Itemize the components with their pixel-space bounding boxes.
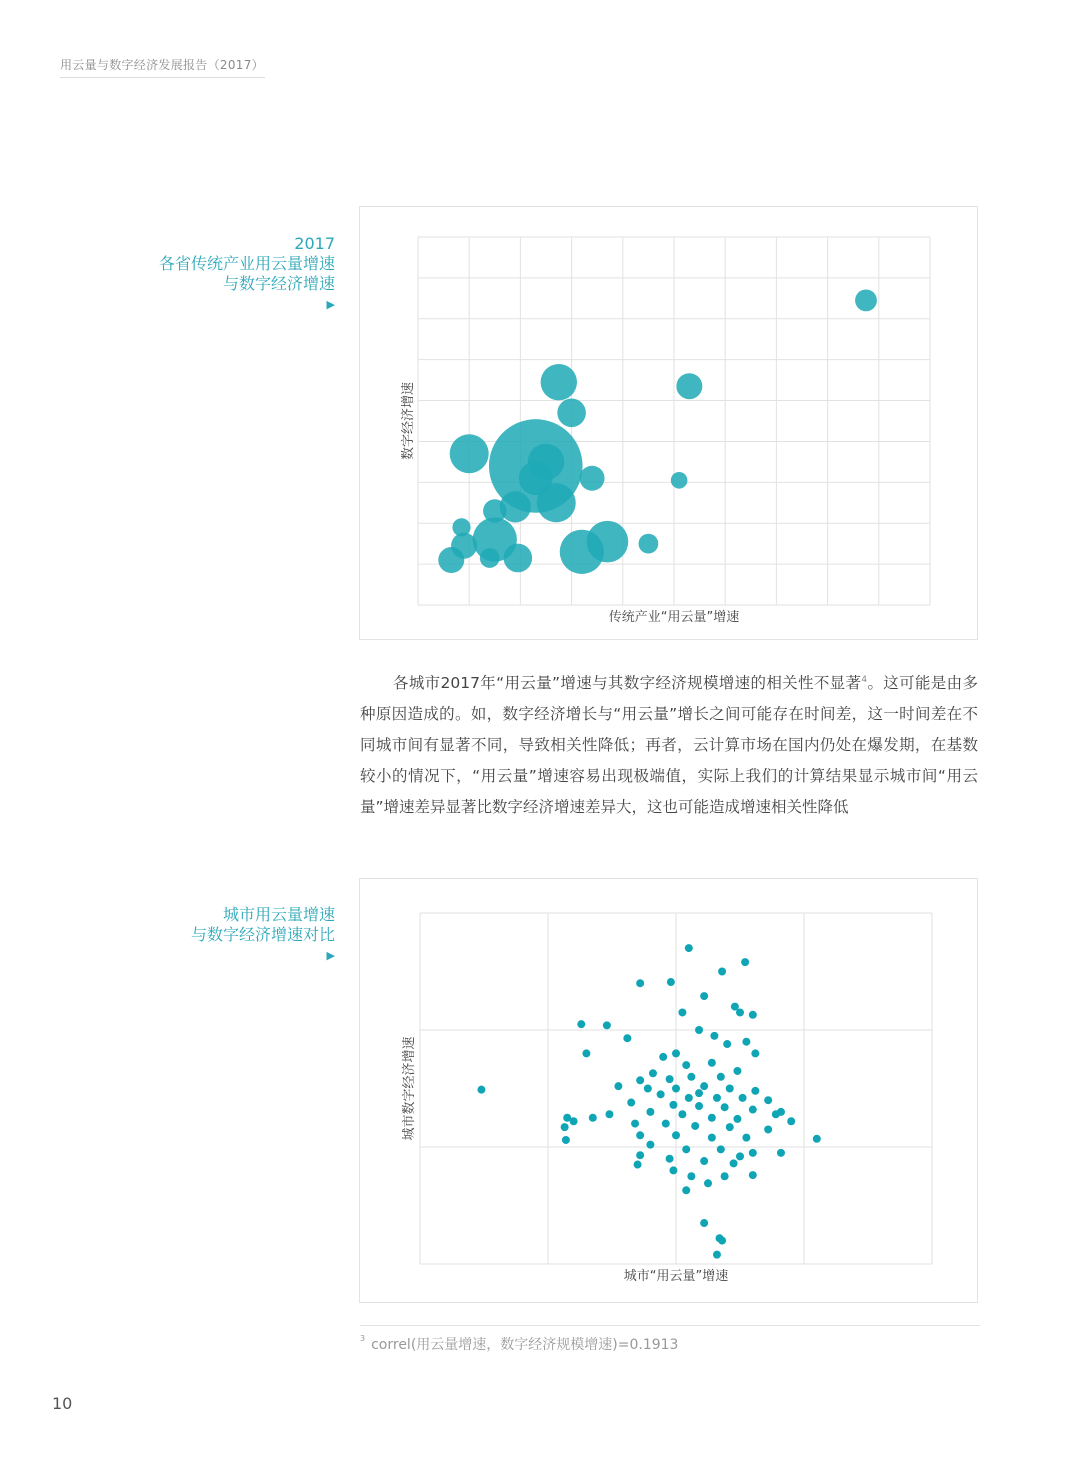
scatter-point [721,1172,729,1180]
scatter-point [691,1122,699,1130]
paragraph-part2: 。这可能是由多种原因造成的。如，数字经济增长与“用云量”增长之间可能存在时间差，这一时间差在不同城市间有显著不同，导致相关性降低；再者，云计算市场在国内仍处在爆发期，在基数较小的情况下，“用云量”增速容易出现极端值，实际上我们的计算结果显示城市间“用云量”增速差异显著比数字经济增速差异大，这也可能造成增速相关性降低 [360,674,978,817]
scatter-point [741,958,749,966]
scatter-point [687,1073,695,1081]
scatter-point [772,1110,780,1118]
footnote-ref[interactable]: 4 [861,675,868,685]
paragraph-part1: 各城市2017年“用云量”增速与其数字经济规模增速的相关性不显著 [393,674,862,693]
footnote [360,1334,678,1354]
scatter-point [721,1103,729,1111]
bubble-chart-panel [359,206,978,640]
y-axis-label: 城市数字经济增速 [402,1036,417,1141]
scatter-point [733,1067,741,1075]
scatter-point [636,1076,644,1084]
x-axis-label: 城市“用云量”增速 [623,1269,729,1284]
scatter-point [636,1131,644,1139]
scatter-point [751,1087,759,1095]
scatter-point [561,1123,569,1131]
scatter-point [730,1159,738,1167]
scatter-point [577,1020,585,1028]
scatter-chart [360,879,977,1302]
scatter-point [736,1152,744,1160]
scatter-point [742,1134,750,1142]
scatter-point [669,1101,677,1109]
chart2-side-caption [75,905,335,967]
chart2-caption-line1: 城市用云量增速 [222,905,335,924]
scatter-point [582,1049,590,1057]
scatter-point [657,1090,665,1098]
bubble-chart [360,207,977,639]
scatter-point [669,1166,677,1174]
scatter-point [646,1141,654,1149]
scatter-point [700,1157,708,1165]
bubble-point [639,534,659,554]
scatter-point [813,1135,821,1143]
scatter-point [631,1120,639,1128]
scatter-point [733,1115,741,1123]
scatter-point [685,944,693,952]
scatter-point [649,1069,657,1077]
scatter-point [589,1114,597,1122]
scatter-point [742,1038,750,1046]
body-paragraph [360,665,978,823]
triangle-right-icon: ▶ [326,298,335,311]
scatter-point [749,1171,757,1179]
scatter-point [477,1086,485,1094]
bubble-point [557,399,586,428]
scatter-point [710,1032,718,1040]
scatter-point [687,1172,695,1180]
scatter-point [682,1061,690,1069]
y-axis-label: 数字经济增速 [401,381,416,461]
scatter-point [614,1082,622,1090]
footnote-text: correl(用云量增速，数字经济规模增速)=0.1913 [371,1337,679,1353]
scatter-point [636,979,644,987]
scatter-point [700,1219,708,1227]
scatter-point [603,1021,611,1029]
scatter-point [749,1011,757,1019]
scatter-point [644,1085,652,1093]
scatter-point [713,1251,721,1259]
scatter-point [749,1106,757,1114]
running-header: 用云量与数字经济发展报告（2017） [60,56,265,78]
bubble-point [671,472,688,489]
chart1-caption-line2: 与数字经济增速 [222,274,335,293]
chart1-side-caption [75,234,335,316]
scatter-point [708,1059,716,1067]
scatter-point [685,1094,693,1102]
scatter-point [636,1151,644,1159]
scatter-point [605,1110,613,1118]
scatter-point [764,1125,772,1133]
chart1-year: 2017 [294,234,335,253]
scatter-point [717,1073,725,1081]
scatter-point [700,1082,708,1090]
scatter-point [678,1008,686,1016]
scatter-point [718,968,726,976]
scatter-point [682,1186,690,1194]
bubble-point [855,289,877,311]
scatter-point [708,1134,716,1142]
scatter-point [713,1094,721,1102]
scatter-point [695,1089,703,1097]
scatter-point [672,1085,680,1093]
scatter-point [570,1117,578,1125]
scatter-point [627,1099,635,1107]
scatter-point [723,1040,731,1048]
scatter-point [634,1161,642,1169]
scatter-point [562,1136,570,1144]
scatter-point [764,1096,772,1104]
scatter-point [672,1131,680,1139]
bubble-point [676,373,702,399]
scatter-point [736,1008,744,1016]
bubble-point [438,547,464,573]
triangle-right-icon: ▶ [326,949,335,962]
scatter-point [678,1110,686,1118]
bubble-point [504,544,533,573]
scatter-point [718,1237,726,1245]
scatter-point [666,1155,674,1163]
scatter-point [695,1102,703,1110]
bubble-point [480,548,500,568]
page-number: 10 [52,1394,73,1413]
scatter-point [751,1049,759,1057]
scatter-point [717,1145,725,1153]
scatter-point [662,1120,670,1128]
chart2-caption-line2: 与数字经济增速对比 [190,925,335,944]
scatter-point [695,1026,703,1034]
scatter-point [659,1053,667,1061]
scatter-point [749,1149,757,1157]
scatter-point [672,1049,680,1057]
scatter-chart-panel [359,878,978,1303]
x-axis-label: 传统产业“用云量”增速 [608,610,740,625]
scatter-point [777,1149,785,1157]
scatter-point [787,1117,795,1125]
scatter-point [682,1145,690,1153]
bubble-point [560,530,604,574]
scatter-point [704,1179,712,1187]
scatter-point [646,1108,654,1116]
footnote-divider [360,1325,980,1326]
bubble-point [580,466,605,491]
scatter-point [726,1085,734,1093]
scatter-point [666,1075,674,1083]
chart1-caption-line1: 各省传统产业用云量增速 [158,254,335,273]
scatter-point [708,1114,716,1122]
scatter-point [726,1123,734,1131]
scatter-point [739,1094,747,1102]
bubble-point [537,483,576,522]
scatter-point [623,1034,631,1042]
scatter-point [667,978,675,986]
bubble-point [541,364,577,400]
scatter-point [700,992,708,1000]
bubble-point [450,434,489,473]
footnote-marker: 3 [360,1334,366,1343]
